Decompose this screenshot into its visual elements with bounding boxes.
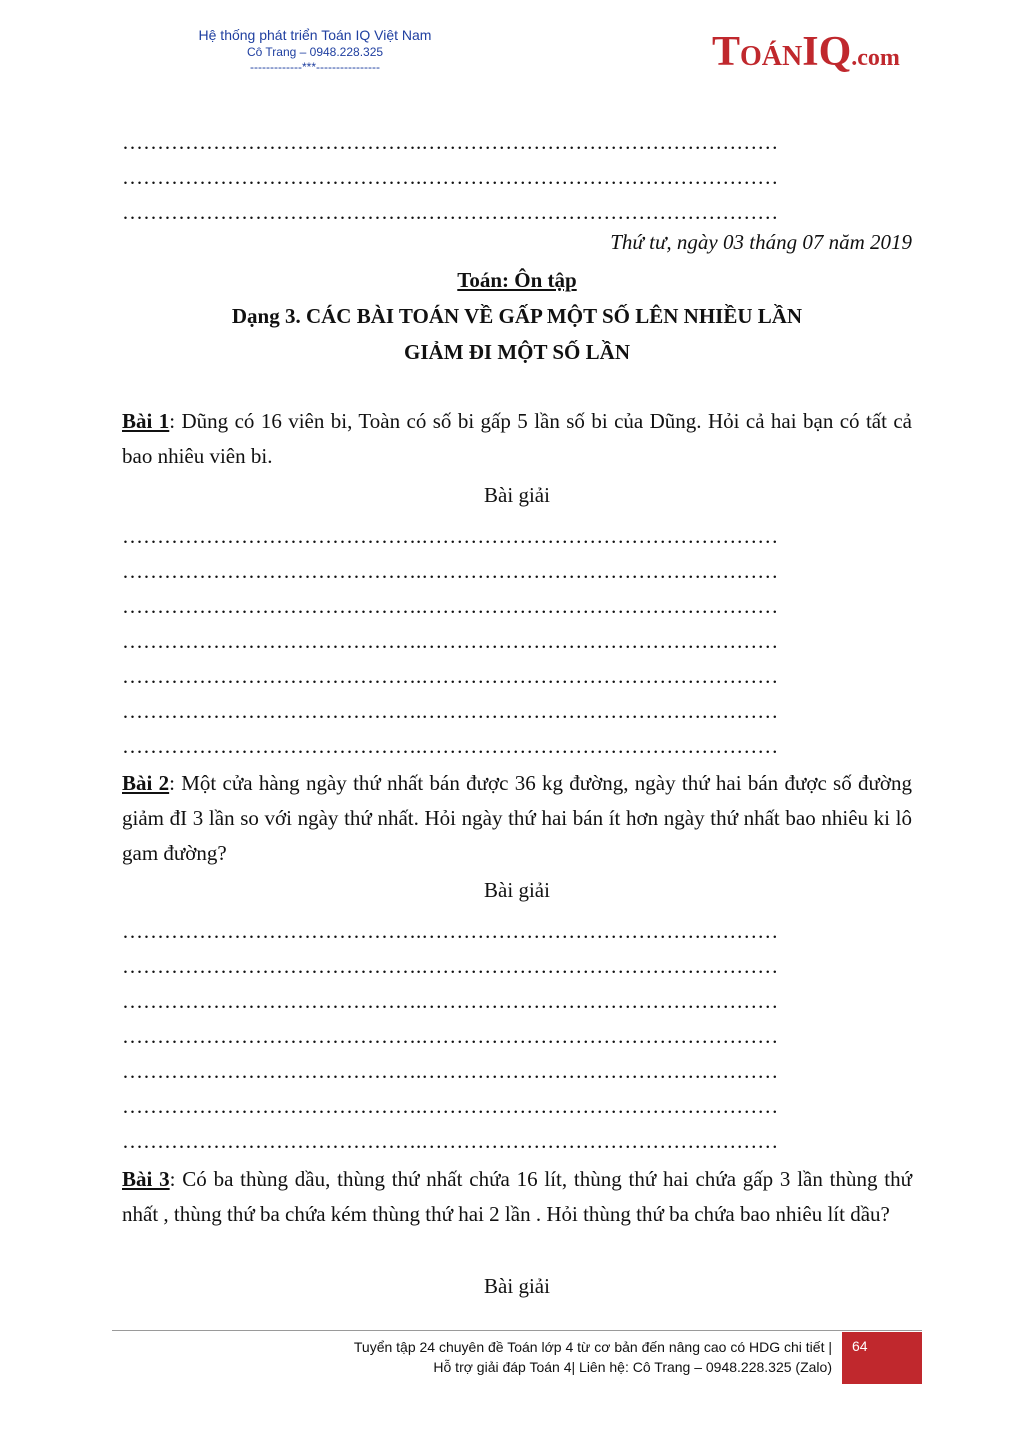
footer-line1: Tuyển tập 24 chuyên đề Toán lớp 4 từ cơ bản đến nâng cao có HDG chi tiết |	[353, 1339, 832, 1355]
answer-line: …………………………………….……………………………………………	[122, 1059, 779, 1083]
answer-line: …………………………………….……………………………………………	[122, 699, 779, 723]
topic-title-line2: GIẢM ĐI MỘT SỐ LẦN	[404, 340, 630, 364]
solution-label: Bài giải	[484, 483, 550, 507]
answer-line: …………………………………….……………………………………………	[122, 1094, 779, 1118]
answer-line: …………………………………….……………………………………………	[122, 954, 779, 978]
header-divider-text: -------------***----------------	[250, 60, 380, 74]
problem-label: Bài 1	[122, 409, 170, 433]
solution-label: Bài giải	[484, 878, 550, 902]
problem-text: : Dũng có 16 viên bi, Toàn có số bi gấp 5 lần số bi của Dũng. Hỏi cả hai bạn có tất cả bao nhiêu viên bi.	[122, 409, 912, 468]
answer-line: …………………………………….……………………………………………	[122, 734, 779, 758]
problem-3	[122, 1162, 912, 1232]
header-contact: Cô Trang – 0948.228.325	[246, 45, 384, 59]
answer-line: …………………………………….……………………………………………	[122, 629, 779, 653]
footer-divider	[112, 1330, 922, 1331]
brand-logo: TOÁNIQ.com	[712, 29, 900, 75]
page-number-badge	[842, 1332, 922, 1384]
lesson-date: Thứ tư, ngày 03 tháng 07 năm 2019	[610, 230, 912, 254]
answer-line: …………………………………….……………………………………………	[122, 594, 779, 618]
subject-title: Toán: Ôn tập	[457, 268, 577, 292]
answer-line: …………………………………….……………………………………………	[122, 559, 779, 583]
header-organization	[150, 26, 480, 74]
problem-2	[122, 766, 912, 871]
answer-line: …………………………………….……………………………………………	[122, 524, 779, 548]
answer-line: …………………………………….……………………………………………	[122, 130, 779, 154]
problem-1	[122, 404, 912, 474]
problem-label: Bài 3	[122, 1167, 170, 1191]
header-org-name: Hệ thống phát triển Toán IQ Việt Nam	[198, 27, 432, 43]
footer-line2: Hỗ trợ giải đáp Toán 4| Liên hệ: Cô Trang – 0948.228.325 (Zalo)	[433, 1359, 832, 1375]
answer-line: …………………………………….……………………………………………	[122, 200, 779, 224]
problem-text: : Có ba thùng dầu, thùng thứ nhất chứa 16 lít, thùng thứ hai chứa gấp 3 lần thùng thứ nhất , thùng thứ ba chứa kém thùng thứ hai 2 lần . Hỏi thùng thứ ba chứa bao nhiêu lít dầu?	[122, 1167, 912, 1226]
answer-line: …………………………………….……………………………………………	[122, 1024, 779, 1048]
topic-title-line1: Dạng 3. CÁC BÀI TOÁN VỀ GẤP MỘT SỐ LÊN NHIỀU LẦN	[231, 304, 803, 328]
problem-text: : Một cửa hàng ngày thứ nhất bán được 36 kg đường, ngày thứ hai bán được số đường giảm đI 3 lần so với ngày thứ nhất. Hỏi ngày thứ hai bán ít hơn ngày thứ nhất bao nhiêu ki lô gam đường?	[122, 771, 913, 865]
answer-line: …………………………………….……………………………………………	[122, 165, 779, 189]
solution-label: Bài giải	[484, 1274, 550, 1298]
page-number: 64	[852, 1338, 868, 1354]
problem-label: Bài 2	[122, 771, 170, 795]
footer-text	[220, 1337, 832, 1377]
answer-line: …………………………………….……………………………………………	[122, 1129, 779, 1153]
answer-line: …………………………………….……………………………………………	[122, 989, 779, 1013]
answer-line: …………………………………….……………………………………………	[122, 919, 779, 943]
answer-line: …………………………………….……………………………………………	[122, 664, 779, 688]
